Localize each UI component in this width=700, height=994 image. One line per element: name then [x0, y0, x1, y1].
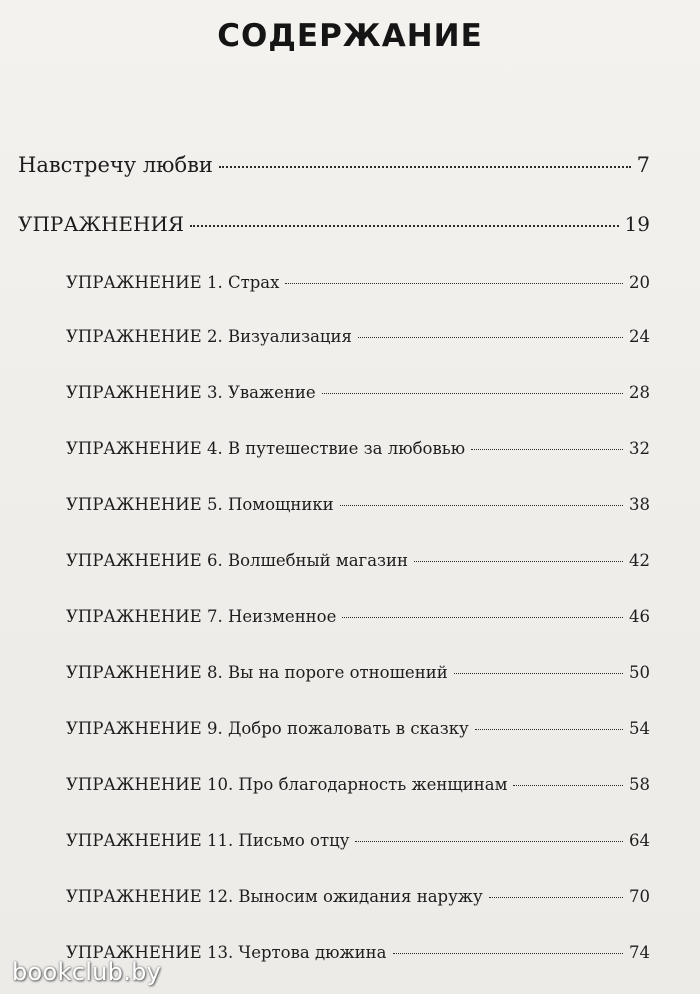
- toc-entry-page: 38: [629, 495, 650, 514]
- toc-entry: [66, 607, 650, 626]
- toc-leader-dots: [322, 393, 623, 394]
- toc-entry-page: 70: [629, 887, 650, 906]
- page-title: СОДЕРЖАНИЕ: [217, 18, 483, 54]
- toc-leader-dots: [475, 729, 623, 730]
- toc-entry-label: Навстречу любви: [18, 153, 213, 177]
- toc-entry: [66, 383, 650, 402]
- toc-entry-label: УПРАЖНЕНИЕ 8. Вы на пороге отношений: [66, 663, 448, 682]
- toc-leader-dots: [219, 166, 631, 168]
- toc-entry: [66, 831, 650, 850]
- toc-entry-label: УПРАЖНЕНИЕ 2. Визуализация: [66, 327, 352, 346]
- toc-leader-dots: [513, 785, 623, 786]
- toc-entry-label: УПРАЖНЕНИЕ 10. Про благодарность женщинам: [66, 775, 508, 794]
- toc-leader-dots: [358, 337, 623, 338]
- toc-entry: [66, 663, 650, 682]
- toc-leader-dots: [414, 561, 623, 562]
- toc-entry-page: 42: [629, 551, 650, 570]
- toc-leader-dots: [355, 841, 623, 842]
- toc-leader-dots: [285, 283, 623, 284]
- toc-entry-label: УПРАЖНЕНИЕ 13. Чертова дюжина: [66, 943, 387, 962]
- toc-entry-label: УПРАЖНЕНИЕ 11. Письмо отцу: [66, 831, 350, 850]
- toc-entry: [66, 495, 650, 514]
- toc-entry-page: 19: [624, 212, 650, 236]
- toc-leader-dots: [342, 617, 623, 618]
- toc-entry-page: 24: [629, 327, 650, 346]
- toc-entry-label: УПРАЖНЕНИЕ 5. Помощники: [66, 495, 334, 514]
- toc-leader-dots: [471, 449, 623, 450]
- toc-leader-dots: [454, 673, 623, 674]
- toc-entry: [66, 887, 650, 906]
- toc-entry-label: УПРАЖНЕНИЕ 4. В путешествие за любовью: [66, 439, 466, 458]
- toc-entry: [66, 775, 650, 794]
- toc-leader-dots: [393, 953, 624, 954]
- toc-entry-page: 20: [629, 273, 650, 292]
- toc-entry: [66, 719, 650, 738]
- toc-entry: [66, 273, 650, 292]
- toc-entry: [66, 439, 650, 458]
- toc-leader-dots: [190, 225, 619, 227]
- watermark: bookclub.by: [12, 958, 162, 986]
- toc-entry-page: 50: [629, 663, 650, 682]
- toc-entry-page: 46: [629, 607, 650, 626]
- toc-entry-label: УПРАЖНЕНИЯ: [18, 212, 185, 236]
- toc-leader-dots: [340, 505, 623, 506]
- toc-entry-page: 58: [629, 775, 650, 794]
- toc-entry: [18, 153, 650, 177]
- toc-entry-page: 28: [629, 383, 650, 402]
- toc-entry-page: 7: [636, 153, 650, 177]
- toc-entry-label: УПРАЖНЕНИЕ 6. Волшебный магазин: [66, 551, 409, 570]
- toc-entry: [66, 327, 650, 346]
- toc-entry-label: УПРАЖНЕНИЕ 12. Выносим ожидания наружу: [66, 887, 483, 906]
- toc-leader-dots: [489, 897, 623, 898]
- toc-entry-page: 64: [629, 831, 650, 850]
- toc-entry-page: 54: [629, 719, 650, 738]
- toc-entry-page: 32: [629, 439, 650, 458]
- toc-entry: [66, 551, 650, 570]
- toc-entry-label: УПРАЖНЕНИЕ 3. Уважение: [66, 383, 316, 402]
- toc-entry-label: УПРАЖНЕНИЕ 7. Неизменное: [66, 607, 337, 626]
- toc-entry-label: УПРАЖНЕНИЕ 1. Страх: [66, 273, 280, 292]
- toc-entry-page: 74: [629, 943, 650, 962]
- toc-entry: [18, 212, 650, 236]
- toc-entry-label: УПРАЖНЕНИЕ 9. Добро пожаловать в сказку: [66, 719, 469, 738]
